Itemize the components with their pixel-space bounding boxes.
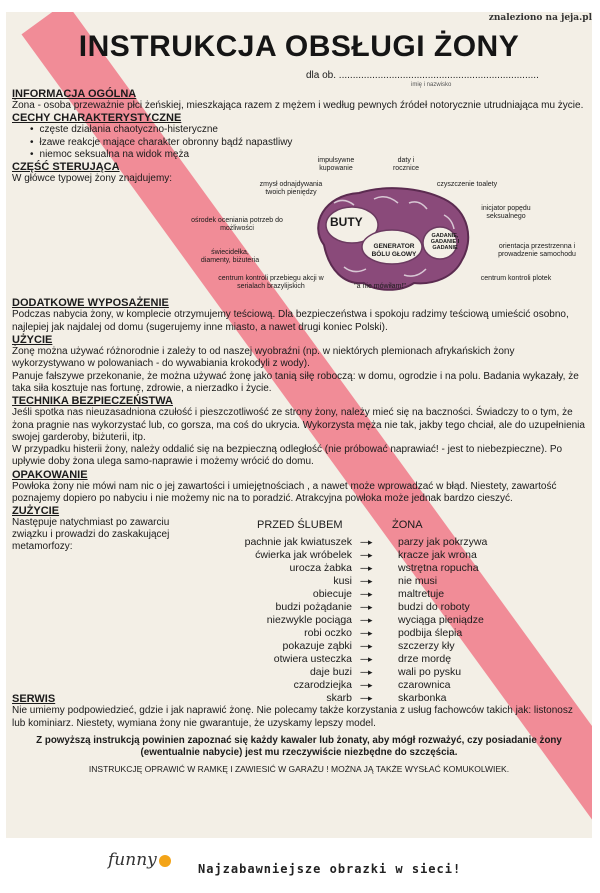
info-text: Żona - osoba przeważnie płci żeńskiej, mieszkająca razem z mężem i według pewnych źródeł notorycznie utrudniająca mu życie. (12, 100, 584, 111)
table-row (162, 548, 562, 561)
brain-label-centrum-seriale: centrum kontroli przebiegu akcji w serialach brazylijskich (218, 275, 324, 291)
table-row (162, 678, 562, 691)
before-cell: obiecuje (312, 587, 352, 600)
after-cell: nie musi (398, 574, 438, 587)
arrow-icon: ----▸ (360, 692, 372, 703)
table-row (162, 613, 562, 626)
before-cell: urocza żabka (289, 561, 352, 574)
before-cell: pokazuje ząbki (282, 639, 352, 652)
table-row (162, 652, 562, 665)
before-cell: robi oczko (304, 626, 352, 639)
arrow-icon: ----▸ (360, 653, 372, 664)
column-header-after: ŻONA (392, 519, 423, 532)
logo-text: funny (108, 850, 157, 870)
brain-label-swiecidelka: świecidełka, diamenty, biżuteria (200, 249, 260, 265)
brain-label-nie-mowilam: "a nie mówiłam!" (354, 283, 406, 291)
funny-logo (108, 850, 171, 870)
brain-label-osrodek: ośrodek oceniania potrzeb do możliwości (191, 217, 283, 233)
after-cell: wali po pysku (398, 665, 462, 678)
table-row (162, 587, 562, 600)
arrow-icon: ----▸ (360, 640, 372, 651)
table-row (162, 535, 562, 548)
poster-content (12, 74, 586, 774)
source-label: znaleziono na jeja.pl (488, 13, 592, 23)
brain-label-daty: daty i rocznice (392, 157, 420, 173)
section-heading-uzycie: UŻYCIE (12, 334, 53, 347)
before-cell: daje buzi (309, 665, 352, 678)
after-cell: drze mordę (398, 652, 452, 665)
page-title: INSTRUKCJA OBSŁUGI ŻONY (78, 30, 520, 63)
uzycie-text-1: Żonę można używać różnorodnie i zależy to od naszej wyobraźni (np. w niektórych plemionach afrykańskich żony wykorzystywano w polowaniach - do wywabiania krokodyli z wody). (12, 346, 515, 370)
sterujaca-text: W główce typowej żony znajdujemy: (12, 173, 173, 185)
footer-slogan: Najzabawniejsze obrazki w sieci! (198, 862, 462, 876)
section-heading-zuzycie: ZUŻYCIE (12, 505, 60, 518)
section-heading-sterujaca: CZĘŚĆ STERUJĄCA (12, 161, 120, 174)
owner-line-caption: imię i nazwisko (411, 82, 452, 88)
section-heading-opakowanie: OPAKOWANIE (12, 468, 88, 481)
technika-text-1: Jeśli spotka nas nieuzasadniona czułość i pieszczotliwość ze strony żony, należy mieć się na baczności. Świadczy to o tym, że żona pragnie nas wykorzystać lub, co gorsza, ma coś do ukrycia. Wykorzysta męża nie tak, jakby tego chciał, ale do uzupełnienia swojej garderoby, biżuterii, itp. (12, 407, 585, 443)
owner-line: dla ob. ........................................................................ (306, 70, 539, 81)
brain-label-generator: GENERATOR BÓLU GŁOWY (371, 243, 417, 259)
brain-label-buty: BUTY (330, 215, 363, 230)
after-cell: budzi do roboty (398, 600, 470, 613)
list-item: • niemoc seksualna na widok męża (44, 149, 586, 161)
arrow-icon: ----▸ (360, 536, 372, 547)
brain-label-centrum-plotek: centrum kontroli plotek (480, 275, 552, 283)
brain-label-gadanie: GADANIE, GADANIE I GADANIE (430, 233, 460, 252)
after-cell: parzy jak pokrzywa (398, 535, 488, 548)
section-heading-serwis: SERWIS (12, 693, 56, 706)
before-cell: czarodziejka (293, 678, 352, 691)
opakowanie-text: Powłoka żony nie mówi nam nic o jej zawartości i umiejętnościach , a nawet może wprowadzać w błąd. Niestety, zawartość poznajemy dopiero po nabyciu i nie możemy nic na to poradzić. Atrakcyjna powłoka może jednak bardzo cieszyć. (12, 480, 557, 505)
arrow-icon: ----▸ (360, 614, 372, 625)
table-row (162, 691, 562, 704)
after-cell: wstrętna ropucha (398, 561, 479, 574)
technika-text-2: W przypadku histerii żony, należy oddalić się na bezpieczną odległość (nie próbować naprawiać! - jest to niebezpieczne). Po upływie doby żona ulega samo-naprawie i możemy wrócić do domu. (12, 444, 563, 468)
before-cell: budzi pożądanie (275, 600, 352, 613)
poster (6, 12, 592, 838)
list-item: • częste działania chaotyczno-histeryczne (44, 124, 586, 136)
before-cell: skarb (326, 691, 352, 704)
arrow-icon: ----▸ (360, 601, 372, 612)
after-cell: kracze jak wrona (398, 548, 477, 561)
dodatkowe-text: Podczas nabycia żony, w komplecie otrzymujemy teściową. Dla bezpieczeństwa i spokoju radzimy teściową umieścić osobno, najlepiej jak najdalej od domu (sugerujemy inne miasto, a nawet drugi koniec Polski). (12, 309, 569, 333)
closing-note: Z powyższą instrukcją powinien zapoznać się każdy kawaler lub żonaty, aby mógł rozważyć, czy posiadanie żony (ewentualnie nabycie) jest mu rzeczywiście niezbędne do szczęścia. (36, 734, 562, 758)
uzycie-text-2: Panuje fałszywe przekonanie, że można używać żonę jako tanią siłę roboczą: w domu, ogrodzie i na polu. Badania wykazały, że taka siła kosztuje nas fortunę, zdrowie, a nierzadko i życie. (12, 370, 579, 394)
brain-label-impulsywne: impulsywne kupowanie (317, 157, 355, 173)
column-header-before: PRZED ŚLUBEM (257, 519, 343, 532)
after-cell: czarownica (398, 678, 451, 691)
brain-label-czyszczenie: czyszczenie toalety (436, 181, 498, 189)
zuzycie-text: Następuje natychmiast po zawarciu związku i prowadzi do zaskakującej metamorfozy: (12, 517, 170, 553)
closing-instruction: INSTRUKCJĘ OPRAWIĆ W RAMKĘ I ZAWIESIĆ W GARAŻU ! MOŻNA JĄ TAKŻE WYSŁAĆ KOMUKOLWIEK. (88, 763, 510, 774)
table-row (162, 600, 562, 613)
list-item: • łzawe reakcje mające charakter obronny bądź napastliwy (44, 137, 586, 149)
before-cell: kusi (333, 574, 352, 587)
after-cell: szczerzy kły (398, 639, 455, 652)
footer-bar (0, 848, 600, 893)
before-cell: otwiera usteczka (273, 652, 352, 665)
serwis-text: Nie umiemy podpowiedzieć, gdzie i jak naprawić żonę. Nie polecamy także korzystania z usług fachowców takich jak: listonosz lub kominiarz. Niestety, wymiana żony nie gwarantuje, że uzyskamy lepszy model. (12, 705, 573, 729)
before-cell: ćwierka jak wróbelek (255, 548, 352, 561)
after-cell: podbija ślepia (398, 626, 463, 639)
table-row (162, 626, 562, 639)
arrow-icon: ----▸ (360, 627, 372, 638)
brain-label-orientacja: orientacja przestrzenna i prowadzenie samochodu (498, 243, 576, 259)
comparison-rows (162, 535, 562, 704)
cechy-list (12, 124, 586, 161)
after-cell: maltretuje (398, 587, 445, 600)
before-cell: niezwykle pociąga (266, 613, 352, 626)
brain-label-zmysl: zmysł odnajdywania twoich pieniędzy (259, 181, 323, 197)
section-heading-dodatkowe: DODATKOWE WYPOSAŻENIE (12, 297, 169, 310)
table-row (162, 561, 562, 574)
arrow-icon: ----▸ (360, 549, 372, 560)
arrow-icon: ----▸ (360, 679, 372, 690)
brain-label-inicjator: inicjator popędu seksualnego (481, 205, 531, 221)
table-row (162, 639, 562, 652)
section-heading-cechy: CECHY CHARAKTERYSTYCZNE (12, 112, 182, 125)
table-row (162, 574, 562, 587)
logo-dot-icon (159, 855, 171, 867)
section-heading-info: INFORMACJA OGÓLNA (12, 88, 137, 100)
arrow-icon: ----▸ (360, 562, 372, 573)
after-cell: wyciąga pieniądze (398, 613, 484, 626)
arrow-icon: ----▸ (360, 575, 372, 586)
section-heading-technika: TECHNIKA BEZPIECZEŃSTWA (12, 395, 173, 408)
after-cell: skarbonka (398, 691, 447, 704)
arrow-icon: ----▸ (360, 666, 372, 677)
table-row (162, 665, 562, 678)
arrow-icon: ----▸ (360, 588, 372, 599)
before-cell: pachnie jak kwiatuszek (244, 535, 352, 548)
